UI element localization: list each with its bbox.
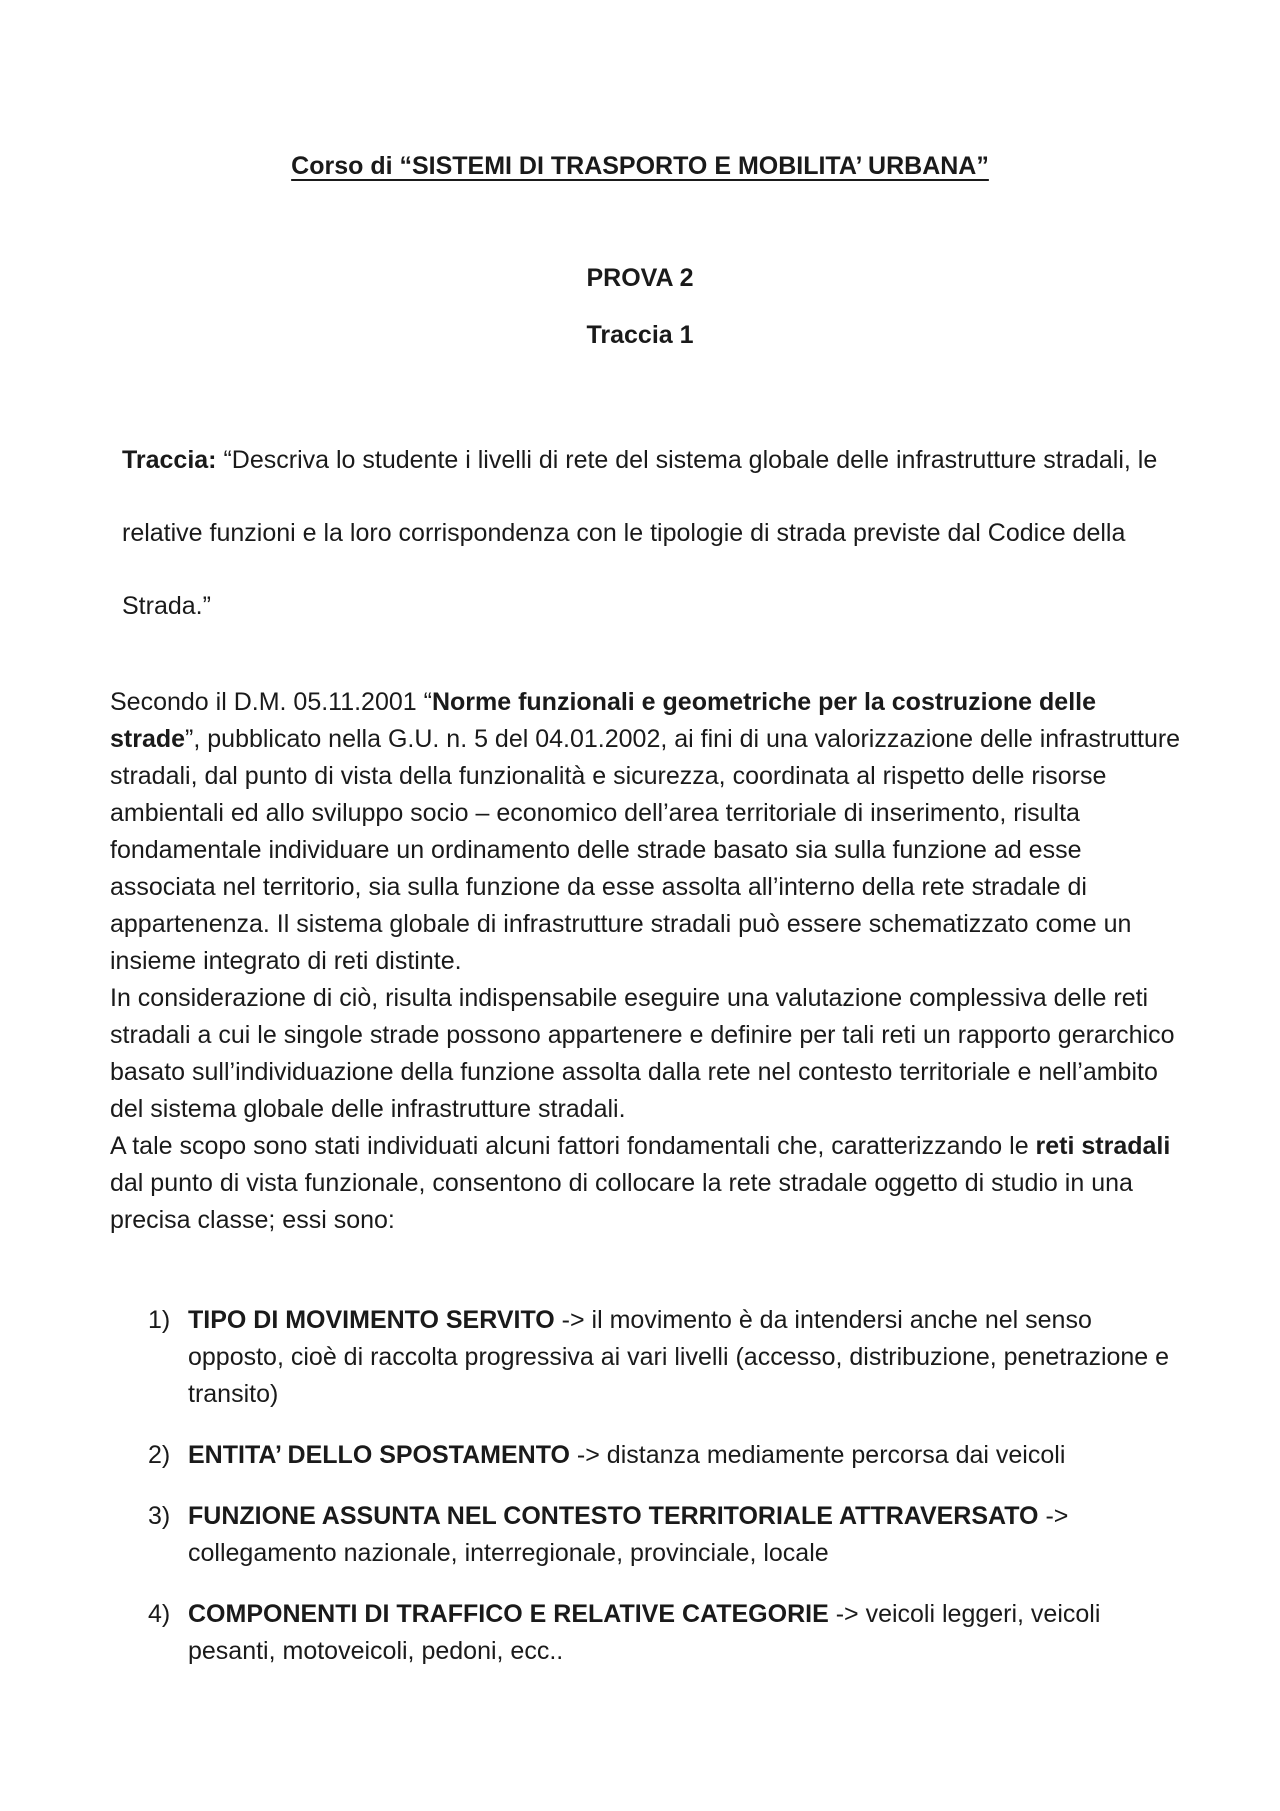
list-item-title: TIPO DI MOVIMENTO SERVITO xyxy=(188,1306,555,1334)
list-item-desc: -> collegamento nazionale, interregionale, provinciale, locale xyxy=(188,1502,1069,1567)
traccia-number-heading: Traccia 1 xyxy=(586,321,694,349)
paragraph-3-intro: A tale scopo sono stati individuati alcuni fattori fondamentali che, caratterizzando le xyxy=(110,1132,1036,1160)
list-item-number: 3) xyxy=(148,1502,171,1530)
list-item-title: COMPONENTI DI TRAFFICO E RELATIVE CATEGORIE xyxy=(188,1600,829,1628)
prova-heading: PROVA 2 xyxy=(586,264,694,292)
list-item-desc: -> veicoli leggeri, veicoli pesanti, motoveicoli, pedoni, ecc.. xyxy=(188,1600,1101,1665)
list-item-desc: -> distanza mediamente percorsa dai veicoli xyxy=(569,1441,1066,1469)
list-item-text xyxy=(188,1302,1188,1413)
list-item-number: 2) xyxy=(148,1441,171,1469)
decree-title: Norme funzionali e geometriche per la costruzione delle strade xyxy=(110,688,1096,753)
course-title: Corso di “SISTEMI DI TRASPORTO E MOBILITA’ URBANA” xyxy=(291,152,989,180)
prompt-label: Traccia: xyxy=(122,446,217,474)
list-item-number: 4) xyxy=(148,1600,171,1628)
answer-body xyxy=(110,684,1190,1239)
list-item-text xyxy=(188,1596,1188,1670)
reti-stradali-term: reti stradali xyxy=(1035,1132,1171,1160)
list-item xyxy=(148,1437,1188,1474)
exam-prompt xyxy=(122,424,1182,643)
paragraph-1 xyxy=(110,684,1190,980)
prompt-text: “Descriva lo studente i livelli di rete del sistema globale delle infrastrutture stradali, le relative funzioni e la loro corrispondenza con le tipologie di strada previste dal Codice della Strada.” xyxy=(122,446,1158,620)
paragraph-1-rest: ”, pubblicato nella G.U. n. 5 del 04.01.2002, ai fini di una valorizzazione delle infrastrutture stradali, dal punto di vista della funzionalità e sicurezza, coordinata al rispetto delle risorse ambientali ed allo sviluppo socio – economico dell’area territoriale di inserimento, risulta fondamentale individuare un ordinamento delle strade basato sia sulla funzione ad esse associata nel territorio, sia sulla funzione da esse assolta all’interno della rete stradale di appartenenza. Il sistema globale di infrastrutture stradali può essere schematizzato come un insieme integrato di reti distinte. xyxy=(110,725,1181,975)
list-item-text xyxy=(188,1498,1188,1572)
paragraph-1-intro: Secondo il D.M. 05.11.2001 “ xyxy=(110,688,432,716)
paragraph-3 xyxy=(110,1128,1190,1239)
factors-list xyxy=(148,1302,1188,1694)
list-item xyxy=(148,1302,1188,1413)
list-item-text xyxy=(188,1437,1188,1474)
list-item-title: ENTITA’ DELLO SPOSTAMENTO xyxy=(188,1441,570,1469)
list-item xyxy=(148,1596,1188,1670)
list-item-desc: -> il movimento è da intendersi anche nel senso opposto, cioè di raccolta progressiva ai vari livelli (accesso, distribuzione, penetrazione e transito) xyxy=(188,1306,1170,1408)
list-item xyxy=(148,1498,1188,1572)
list-item-number: 1) xyxy=(148,1306,171,1334)
list-item-title: FUNZIONE ASSUNTA NEL CONTESTO TERRITORIALE ATTRAVERSATO xyxy=(188,1502,1039,1530)
paragraph-3-rest: dal punto di vista funzionale, consentono di collocare la rete stradale oggetto di studio in una precisa classe; essi sono: xyxy=(110,1169,1133,1234)
paragraph-2: In considerazione di ciò, risulta indispensabile eseguire una valutazione complessiva delle reti stradali a cui le singole strade possono appartenere e definire per tali reti un rapporto gerarchico basato sull’individuazione della funzione assolta dalla rete nel contesto territoriale e nell’ambito del sistema globale delle infrastrutture stradali. xyxy=(110,984,1175,1123)
